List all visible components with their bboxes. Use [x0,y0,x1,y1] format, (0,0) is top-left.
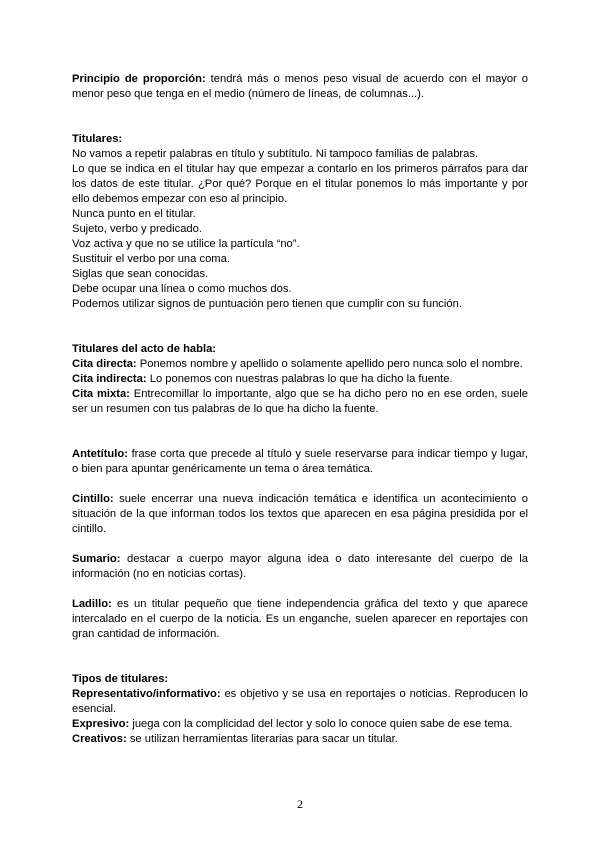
titulares-line-7: Siglas que sean conocidas. [72,268,209,280]
proporcion-text: tendrá más o menos peso visual de acuerdo con el mayor o menor peso que tenga en el medio (número de líneas, de columnas...). [72,73,528,100]
representativo-term: Representativo/informativo: [72,688,221,700]
sumario-paragraph [72,552,528,582]
titulares-line-8: Debe ocupar una línea o como muchos dos. [72,283,292,295]
titulares-line-4: Sujeto, verbo y predicado. [72,223,202,235]
titulares-line-1: No vamos a repetir palabras en título y subtítulo. Ni tampoco familias de palabras. [72,148,479,160]
cita-mixta-text: Entrecomillar lo importante, algo que se ha dicho pero no en ese orden, suele ser un resumen con tus palabras de lo que ha dicho la fuente. [72,388,528,415]
ladillo-paragraph [72,597,528,642]
ladillo-term: Ladillo: [72,598,112,610]
cita-mixta-paragraph [72,387,528,417]
cita-mixta-term: Cita mixta: [72,388,130,400]
acto-habla-heading: Titulares del acto de habla: [72,343,217,355]
spacer [72,642,528,672]
antetitulo-term: Antetítulo: [72,448,128,460]
page-number: 2 [297,797,303,811]
proporcion-term: Principio de proporción: [72,73,206,85]
document-page [72,72,528,747]
creativos-text: se utilizan herramientas literarias para sacar un titular. [126,733,398,745]
expresivo-text: juega con la complicidad del lector y solo lo conoce quien sabe de ese tema. [129,718,513,730]
titulares-line-6: Sustituir el verbo por una coma. [72,253,230,265]
titulares-line-9: Podemos utilizar signos de puntuación pero tienen que cumplir con su función. [72,298,462,310]
antetitulo-text: frase corta que precede al título y suele reservarse para indicar tiempo y lugar, o bien para apuntar genéricamente un tema o área temática. [72,448,528,475]
spacer [72,582,528,597]
expresivo-term: Expresivo: [72,718,130,730]
cita-indirecta-text: Lo ponemos con nuestras palabras lo que ha dicho la fuente. [146,373,453,385]
spacer [72,102,528,132]
representativo-paragraph [72,687,528,717]
ladillo-text: es un titular pequeño que tiene independencia gráfica del texto y que aparece intercalado en el cuerpo de la noticia. Es un enganche, suelen aparecer en reportajes con gran cantidad de información. [72,598,528,640]
representativo-text: es objetivo y se usa en reportajes o noticias. Reproducen lo esencial. [72,688,528,715]
titulares-line-5: Voz activa y que no se utilice la partícula “no”. [72,238,300,250]
cintillo-text: suele encerrar una nueva indicación temática e identifica un acontecimiento o situación de la que informan todos los textos que aparecen en esa página presidida por el cintillo. [72,493,528,535]
creativos-term: Creativos: [72,733,127,745]
cita-directa-paragraph [72,357,528,372]
spacer [72,537,528,552]
cintillo-term: Cintillo: [72,493,114,505]
titulares-line-2: Lo que se indica en el titular hay que empezar a contarlo en los primeros párrafos para dar los datos de este titular. ¿Por qué? Porque en el titular ponemos lo más importante y por ello debemos empezar con eso al principio. [72,163,528,205]
titulares-heading: Titulares: [72,133,123,145]
creativos-paragraph [72,732,528,747]
spacer [72,477,528,492]
expresivo-paragraph [72,717,528,732]
cintillo-paragraph [72,492,528,537]
cita-directa-term: Cita directa: [72,358,137,370]
proporcion-paragraph [72,72,528,102]
sumario-term: Sumario: [72,553,121,565]
cita-indirecta-paragraph [72,372,528,387]
cita-directa-text: Ponemos nombre y apellido o solamente apellido pero nunca solo el nombre. [136,358,523,370]
titulares-line-3: Nunca punto en el titular. [72,208,196,220]
tipos-heading: Tipos de titulares: [72,673,169,685]
cita-indirecta-term: Cita indirecta: [72,373,147,385]
sumario-text: destacar a cuerpo mayor alguna idea o dato interesante del cuerpo de la información (no en noticias cortas). [72,553,528,580]
spacer [72,417,528,447]
spacer [72,312,528,342]
antetitulo-paragraph [72,447,528,477]
